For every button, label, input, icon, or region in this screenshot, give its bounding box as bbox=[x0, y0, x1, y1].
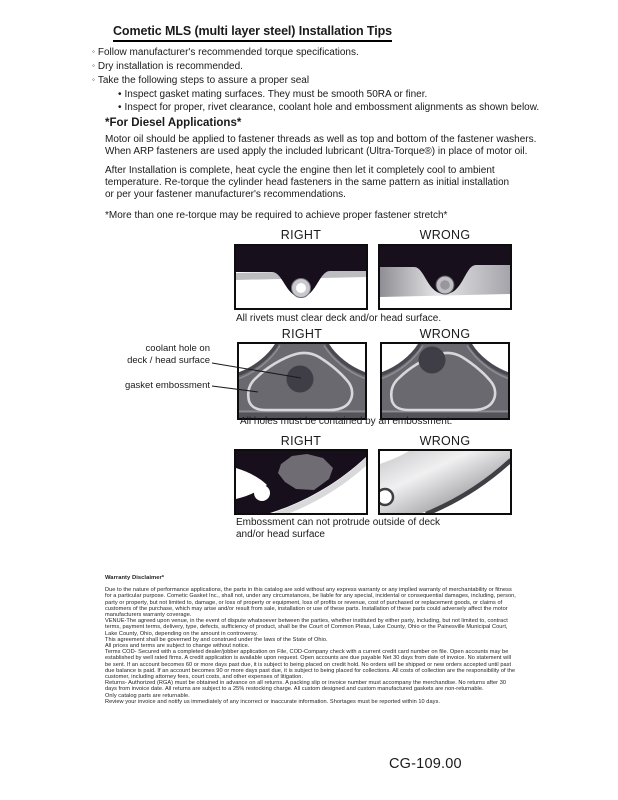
caption-line: Embossment can not protrude outside of deck bbox=[236, 517, 441, 528]
paragraph-line: or per your fastener manufacturer's recommendations. bbox=[105, 189, 346, 200]
open-bullet-icon: ◦ bbox=[92, 47, 95, 56]
open-bullet-icon: ◦ bbox=[92, 61, 95, 71]
holes-right-diagram bbox=[239, 344, 365, 418]
paragraph-line: After Installation is complete, heat cycle the engine then let it completely cool to ambient bbox=[105, 165, 495, 176]
rivet-center bbox=[296, 283, 306, 293]
holes-wrong-diagram bbox=[382, 344, 508, 418]
rivet-wrong-diagram bbox=[380, 246, 510, 308]
diesel-heading: *For Diesel Applications* bbox=[105, 117, 242, 129]
holes-wrong-figure bbox=[380, 342, 510, 420]
legal-paragraph: VENUE-The agreed upon venue, in the event of dispute whatsoever between the parties, whether instituted by either party, including, but not limited to, contract terms, payment terms, delivery, type, defects, sufficiency of product, shall be the Court of Common Pleas, Lake County, Ohio or the Painesville Municipal Court, Lake County, Ohio, depending on the amount in controversy. bbox=[105, 618, 508, 637]
row2-wrong-label: WRONG bbox=[419, 327, 471, 341]
row3-wrong-label: WRONG bbox=[419, 434, 471, 448]
protrusion-wrong-figure bbox=[378, 449, 512, 515]
paragraph-line: When ARP fasteners are used apply the included lubricant (Ultra-Torque®) in place of motor oil. bbox=[105, 146, 528, 157]
row1-wrong-label: WRONG bbox=[419, 228, 471, 242]
sub-bullet-item bbox=[118, 88, 539, 101]
filled-bullet-icon: • bbox=[118, 88, 122, 100]
bullet-item bbox=[92, 73, 539, 87]
sub-bullet-item bbox=[118, 101, 539, 114]
legal-paragraph: Terms COD- Secured with a completed dealer/jobber application on File, COD-Company check with a current credit card number on file. Open accounts may be established by well rated firms. A credit application is available upon request. Open accounts are due payable Net 30 days from date of invoice. No statement will be sent. If an account becomes 60 or more days past due, it is subject to being placed on credit hold. No orders will be shipped or new orders accepted until past due balance is paid. If an account becomes 90 or more days past due, it is subject to being placed for collections. All costs of collection are the responsibility of the customer, including attorney fees, court costs, and other expenses of litigation. bbox=[105, 649, 516, 681]
bullet-text: Dry installation is recommended. bbox=[97, 61, 243, 73]
protrusion-right-diagram bbox=[236, 451, 366, 513]
filled-bullet-icon: • bbox=[118, 101, 122, 113]
label-line: coolant hole on bbox=[145, 343, 210, 354]
legal-paragraph: This agreement shall be governed by and construed under the laws of the State of Ohio. bbox=[105, 636, 328, 643]
rivet-wrong-figure bbox=[378, 244, 512, 310]
coolant-hole-icon bbox=[287, 366, 314, 393]
tips-bullet-list bbox=[92, 45, 539, 114]
row1-right-label: RIGHT bbox=[280, 228, 322, 242]
protrusion-wrong-diagram bbox=[380, 451, 510, 513]
bullet-item bbox=[92, 45, 539, 59]
bullet-item bbox=[92, 59, 539, 73]
gasket-embossment-label: gasket embossment bbox=[124, 380, 210, 391]
bullet-text: Take the following steps to assure a proper seal bbox=[97, 75, 310, 87]
retorque-note: *More than one re-torque may be required to achieve proper fastener stretch* bbox=[105, 210, 448, 221]
coolant-hole-icon bbox=[419, 347, 446, 374]
row2-right-label: RIGHT bbox=[281, 327, 323, 341]
rivet-right-diagram bbox=[236, 246, 366, 308]
page-title: Cometic MLS (multi layer steel) Installation Tips bbox=[113, 24, 392, 42]
bullet-text: Inspect for proper, rivet clearance, coolant hole and embossment alignments as shown below. bbox=[124, 101, 540, 113]
page-title-wrap bbox=[113, 22, 392, 42]
page-code: CG-109.00 bbox=[389, 756, 462, 772]
paragraph-line: temperature. Re-torque the cylinder head fasteners in the same pattern as initial installation bbox=[105, 177, 510, 188]
caption-line: and/or head surface bbox=[236, 529, 325, 540]
warranty-disclaimer-heading: Warranty Disclaimer* bbox=[105, 575, 165, 581]
legal-paragraph: Only catalog parts are returnable. bbox=[105, 692, 190, 699]
bolt-hole-icon bbox=[254, 485, 270, 501]
rivet-center bbox=[440, 280, 450, 290]
bullet-text: Follow manufacturer's recommended torque specifications. bbox=[97, 47, 359, 58]
rivet-right-figure bbox=[234, 244, 368, 310]
row2-caption: All holes must be contained by an embossment. bbox=[240, 416, 453, 427]
holes-right-figure bbox=[237, 342, 367, 420]
legal-paragraph: Returns- Authorized (RGA) must be obtained in advance on all returns. A packing slip or invoice number must accompany the merchandise. No returns after 30 days from invoice date. All returns are subject to a 25% restocking charge. All custom designed and custom manufactured gaskets are non-returnable. bbox=[105, 680, 507, 693]
label-line: deck / head surface bbox=[127, 354, 210, 366]
row3-caption bbox=[236, 517, 440, 541]
legal-paragraph: Review your invoice and notify us immediately of any incorrect or inaccurate information. Shortages must be reported within 10 days. bbox=[105, 698, 440, 705]
diesel-paragraph-2 bbox=[105, 165, 509, 201]
protrusion-right-figure bbox=[234, 449, 368, 515]
coolant-hole-label bbox=[95, 343, 210, 366]
row1-caption: All rivets must clear deck and/or head surface. bbox=[236, 313, 442, 324]
open-bullet-icon: ◦ bbox=[92, 75, 95, 85]
diesel-paragraph-1 bbox=[105, 134, 536, 158]
legal-paragraph: Due to the nature of performance applications, the parts in this catalog are sold without any express warranty or any implied warranty of merchantability or fitness for a particular purpose. Cometic Gasket Inc., shall not, under any circumstances, be liable for any special, incidental or consequential damages, including, person, party or property, but not limited to, damage, or loss of property or equipment, loss of profits or revenue, cost of purchased or replacement goods, or claims of customers of the purchase, which may arise and/or result from sale, installation or use of these parts. Installation of these parts could adversely affect the motor manufacturers warranty coverage. bbox=[105, 587, 516, 619]
bullet-text: Inspect gasket mating surfaces. They must be smooth 50RA or finer. bbox=[124, 88, 428, 100]
paragraph-line: Motor oil should be applied to fastener threads as well as top and bottom of the fastener washers. bbox=[105, 134, 537, 145]
bolt-hole-icon bbox=[380, 489, 393, 505]
legal-paragraph: All prices and terms are subject to change without notice. bbox=[105, 643, 250, 650]
row3-right-label: RIGHT bbox=[280, 434, 322, 448]
warranty-disclaimer-block bbox=[105, 575, 519, 705]
